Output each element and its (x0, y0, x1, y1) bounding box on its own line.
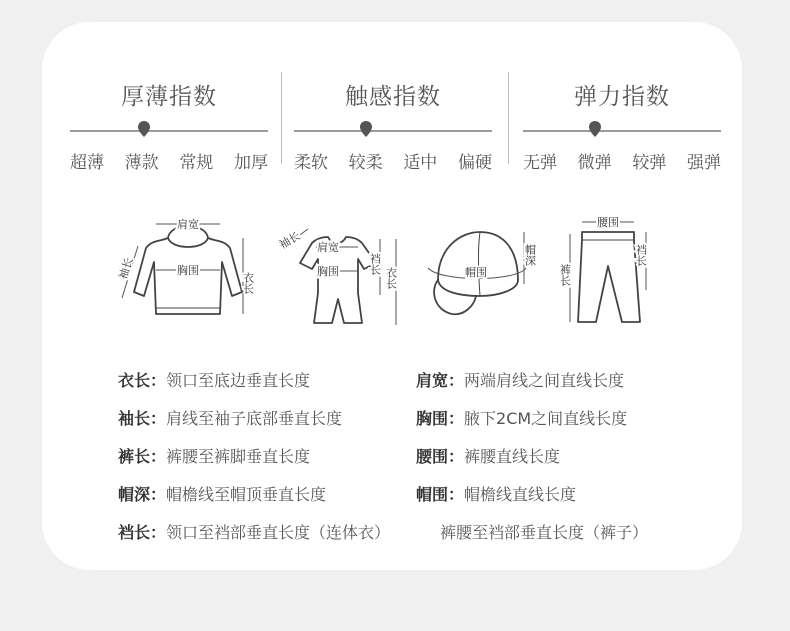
touch-index-title: 触感指数 (345, 84, 441, 110)
definition-key: 裤长： (118, 447, 167, 466)
measurement-definitions (0, 360, 790, 550)
thickness-option: 常规 (179, 153, 214, 173)
touch-index (294, 78, 492, 188)
hoodie-icon (108, 210, 268, 335)
definition-key: 衣长： (118, 371, 167, 390)
pants-waist-label: 腰围 (597, 216, 619, 229)
definition-value: 领口至裆部垂直长度（连体衣） (166, 523, 391, 542)
thickness-scale-line (70, 130, 268, 132)
index-scales (0, 0, 790, 200)
romper-length-label: 衣长 (384, 267, 398, 289)
definition-row (118, 444, 310, 467)
definition-value: 两端肩线之间直线长度 (464, 371, 625, 390)
thickness-option: 加厚 (233, 153, 268, 173)
hoodie-sleeve-label: 袖长 (116, 255, 136, 281)
definition-value: 领口至底边垂直长度 (166, 371, 311, 390)
thickness-option: 超薄 (70, 153, 104, 173)
pants-diagram (552, 210, 667, 335)
definition-row (416, 406, 627, 429)
definition-key: 帽深： (118, 485, 167, 504)
definition-value: 帽檐线至帽顶垂直长度 (166, 485, 327, 504)
hoodie-length-label: 衣长 (241, 272, 255, 294)
touch-option: 偏硬 (457, 153, 492, 173)
elasticity-marker-icon (589, 121, 601, 137)
definition-row (118, 482, 326, 505)
definition-row (440, 520, 648, 543)
pants-icon (552, 210, 667, 335)
divider (508, 72, 509, 164)
definition-row (416, 482, 576, 505)
romper-sleeve-label: 袖长 (277, 229, 303, 252)
elasticity-option: 较弹 (632, 153, 667, 173)
touch-scale-line (294, 130, 492, 132)
pants-crotch-label: 裆长 (634, 244, 648, 266)
definition-key: 肩宽： (416, 371, 465, 390)
pants-length-label: 裤长 (558, 264, 572, 286)
touch-option: 柔软 (294, 153, 328, 173)
definition-row (416, 368, 624, 391)
definition-key: 帽围： (416, 485, 465, 504)
elasticity-index (523, 78, 721, 188)
elasticity-option: 强弹 (686, 153, 721, 173)
romper-icon (272, 215, 417, 335)
definition-key: 胸围： (416, 409, 465, 428)
hoodie-shoulder-label: 肩宽 (177, 218, 199, 231)
touch-option: 适中 (403, 153, 438, 173)
definition-value: 裤腰直线长度 (464, 447, 561, 466)
definition-row (118, 368, 310, 391)
definition-row (118, 520, 390, 543)
divider (281, 72, 282, 164)
definition-row (416, 444, 560, 467)
elasticity-scale-line (523, 130, 721, 132)
touch-option: 较柔 (348, 153, 383, 173)
definition-value: 腋下2CM之间直线长度 (464, 409, 628, 428)
elasticity-option: 微弹 (577, 153, 612, 173)
thickness-index (70, 78, 268, 188)
thickness-marker-icon (138, 121, 150, 137)
definition-value: 裤腰至裤脚垂直长度 (166, 447, 311, 466)
definition-value: 肩线至袖子底部垂直长度 (166, 409, 343, 428)
definition-value: 裤腰至裆部垂直长度（裤子） (440, 523, 649, 542)
thickness-option: 薄款 (124, 153, 159, 173)
hat-circumference-label: 帽围 (465, 266, 487, 279)
romper-crotch-label: 裆长 (368, 253, 382, 275)
thickness-index-title: 厚薄指数 (121, 84, 217, 110)
hoodie-diagram (108, 210, 268, 335)
definition-key: 腰围： (416, 447, 465, 466)
romper-diagram (272, 215, 417, 335)
elasticity-index-title: 弹力指数 (574, 84, 670, 110)
hat-depth-label: 帽深 (523, 244, 537, 266)
definition-key: 袖长： (118, 409, 167, 428)
elasticity-option: 无弹 (523, 153, 557, 173)
hoodie-chest-label: 胸围 (177, 264, 199, 277)
hat-diagram (420, 218, 550, 328)
romper-shoulder-label: 肩宽 (317, 241, 339, 254)
touch-marker-icon (360, 121, 372, 137)
definition-row (118, 406, 342, 429)
romper-chest-label: 胸围 (317, 265, 339, 278)
cap-icon (420, 218, 550, 328)
definition-value: 帽檐线直线长度 (464, 485, 577, 504)
definition-key: 裆长： (118, 523, 167, 542)
